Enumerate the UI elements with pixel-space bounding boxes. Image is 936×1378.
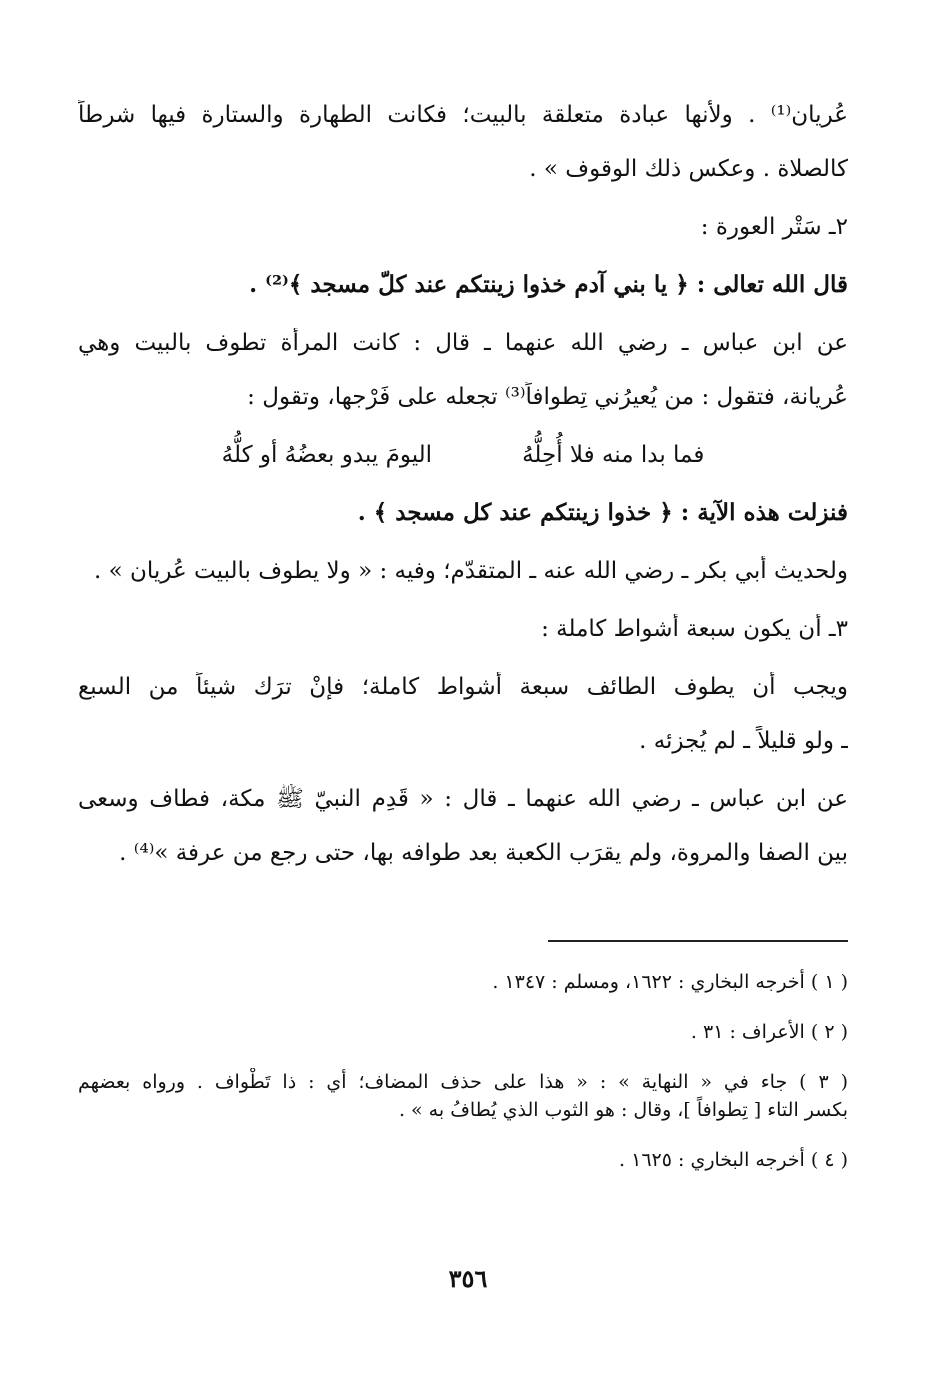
paragraph-2-line-1: عن ابن عباس ـ رضي الله عنهما ـ قال : كانت المرأة تطوف بالبيت وهي	[78, 330, 848, 356]
poem-verse	[78, 440, 848, 470]
paragraph-4-line-2: ـ ولو قليلاً ـ لم يُجزئه .	[639, 728, 848, 754]
paragraph-1-line-2: كالصلاة . وعكس ذلك الوقوف » .	[529, 156, 848, 182]
paragraph-4-line-1: ويجب أن يطوف الطائف سبعة أشواط كاملة؛ فإنْ ترَك شيئاً من السبع	[78, 674, 848, 700]
footnotes	[78, 968, 848, 1174]
paragraph-5-line-2: بين الصفا والمروة، ولم يقرَب الكعبة بعد طوافه بها، حتى رجع من عرفة »⁽⁴⁾ .	[119, 840, 848, 866]
footnote-3-line-2: بكسر التاء [ تِطوافاً ]، وقال : هو الثوب الذي يُطافُ به » .	[398, 1099, 848, 1121]
footnote-separator	[548, 940, 848, 942]
main-text	[78, 100, 848, 868]
verse-hemistich-1: فما بدا منه فلا أُحِلُّهُ	[522, 442, 705, 468]
paragraph-1-line-1: عُريان⁽¹⁾ . ولأنها عبادة متعلقة بالبيت؛ فكانت الطهارة والستارة فيها شرطاً	[78, 102, 848, 128]
footnote-3-line-1: ( ٣ ) جاء في « النهاية » : « هذا على حذف المضاف؛ أي : ذا تَطْواف . ورواه بعضهم	[78, 1071, 848, 1093]
paragraph-3: ولحديث أبي بكر ـ رضي الله عنه ـ المتقدّم؛ وفيه : « ولا يطوف بالبيت عُريان » .	[94, 558, 848, 584]
section-heading-2: ٢ـ سَتْر العورة :	[700, 214, 848, 240]
paragraph-2-line-2: عُريانة، فتقول : من يُعيرُني تِطوافاً⁽³⁾ تجعله على فَرْجها، وتقول :	[247, 384, 848, 410]
paragraph-5-line-1: عن ابن عباس ـ رضي الله عنهما ـ قال : « قَدِم النبيّ ﷺ مكة، فطاف وسعى	[78, 786, 848, 812]
footnote-2: ( ٢ ) الأعراف : ٣١ .	[690, 1021, 848, 1043]
page-number: ٣٥٦	[448, 1264, 488, 1293]
footnote-1: ( ١ ) أخرجه البخاري : ١٦٢٢، ومسلم : ١٣٤٧ .	[492, 971, 848, 993]
quran-quote-1: قال الله تعالى : ﴿ يا بني آدم خذوا زينتكم عند كلّ مسجد ﴾⁽²⁾ .	[249, 271, 848, 298]
verse-hemistich-2: اليومَ يبدو بعضُهُ أو كلُّهُ	[221, 442, 433, 468]
quran-quote-2: فنزلت هذه الآية : ﴿ خذوا زينتكم عند كل مسجد ﴾ .	[357, 499, 848, 526]
section-heading-3: ٣ـ أن يكون سبعة أشواط كاملة :	[541, 616, 848, 642]
footnote-4: ( ٤ ) أخرجه البخاري : ١٦٢٥ .	[619, 1149, 848, 1171]
